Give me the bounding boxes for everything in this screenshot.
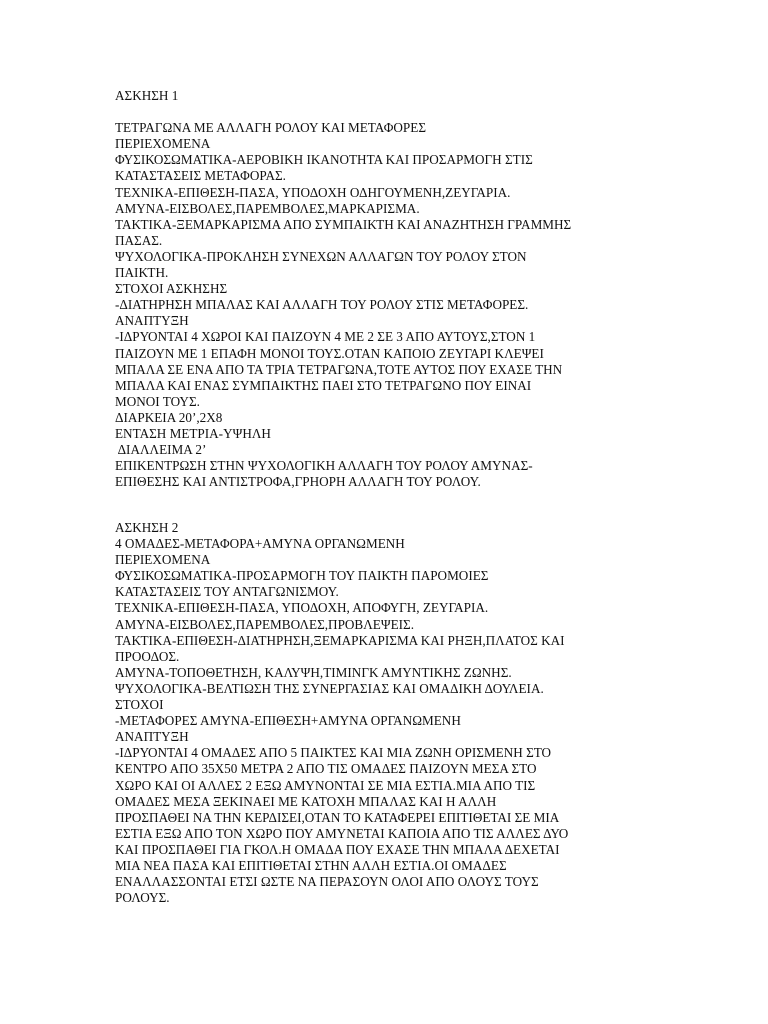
text-line: ΑΜΥΝΑ-ΤΟΠΟΘΕΤΗΣΗ, ΚΑΛΥΨΗ,ΤΙΜΙΝΓΚ ΑΜΥΝΤΙΚΗΣ ΖΩΝΗΣ.: [115, 664, 512, 680]
text-line: ΔΙΑΡΚΕΙΑ 20’,2Χ8: [115, 409, 223, 425]
text-line: ΨΥΧΟΛΟΓΙΚΑ-ΒΕΛΤΙΩΣΗ ΤΗΣ ΣΥΝΕΡΓΑΣΙΑΣ ΚΑΙ ΟΜΑΔΙΚΗ ΔΟΥΛΕΙΑ.: [115, 680, 544, 696]
text-line: ΤΕΤΡΑΓΩΝΑ ΜΕ ΑΛΛΑΓΗ ΡΟΛΟΥ ΚΑΙ ΜΕΤΑΦΟΡΕΣ: [115, 120, 427, 136]
text-line: ΜΙΑ ΝΕΑ ΠΑΣΑ ΚΑΙ ΕΠΙΤΙΘΕΤΑΙ ΣΤΗΝ ΑΛΛΗ ΕΣΤΙΑ.ΟΙ ΟΜΑΔΕΣ: [115, 857, 507, 873]
text-line: ΑΝΑΠΤΥΞΗ: [115, 729, 189, 745]
text-line: ΕΣΤΙΑ ΕΞΩ ΑΠΟ ΤΟΝ ΧΩΡΟ ΠΟΥ ΑΜΥΝΕΤΑΙ ΚΑΠΟΙΑ ΑΠΟ ΤΙΣ ΑΛΛΕΣ ΔΥΟ: [115, 825, 569, 841]
text-line: ΠΑΙΚΤΗ.: [115, 265, 169, 281]
text-line: ΤΑΚΤΙΚΑ-ΕΠΙΘΕΣΗ-ΔΙΑΤΗΡΗΣΗ,ΞΕΜΑΡΚΑΡΙΣΜΑ ΚΑΙ ΡΗΞΗ,ΠΛΑΤΟΣ ΚΑΙ: [115, 632, 565, 648]
text-line: ΨΥΧΟΛΟΓΙΚΑ-ΠΡΟΚΛΗΣΗ ΣΥΝΕΧΩΝ ΑΛΛΑΓΩΝ ΤΟΥ ΡΟΛΟΥ ΣΤΟΝ: [115, 248, 527, 264]
text-line: ΠΡΟΣΠΑΘΕΙ ΝΑ ΤΗΝ ΚΕΡΔΙΣΕΙ,ΟΤΑΝ ΤΟ ΚΑΤΑΦΕΡΕΙ ΕΠΙΤΙΘΕΤΑΙ ΣΕ ΜΙΑ: [115, 809, 560, 825]
text-line: ΣΤΟΧΟΙ ΑΣΚΗΣΗΣ: [115, 281, 228, 297]
text-line: ΤΕΧΝΙΚΑ-ΕΠΙΘΕΣΗ-ΠΑΣΑ, ΥΠΟΔΟΧΗ ΟΔΗΓΟΥΜΕΝΗ,ΖΕΥΓΑΡΙΑ.: [115, 184, 511, 200]
text-line: ΔΙΑΛΛΕΙΜΑ 2’: [115, 442, 207, 458]
exercise-2-section: [115, 520, 655, 906]
text-line: ΠΡΟΟΔΟΣ.: [115, 648, 180, 664]
text-line: 4 ΟΜΑΔΕΣ-ΜΕΤΑΦΟΡΑ+ΑΜΥΝΑ ΟΡΓΑΝΩΜΕΝΗ: [115, 536, 405, 552]
text-line: ΕΝΑΛΛΑΣΣΟΝΤΑΙ ΕΤΣΙ ΩΣΤΕ ΝΑ ΠΕΡΑΣΟΥΝ ΟΛΟΙ ΑΠΟ ΟΛΟΥΣ ΤΟΥΣ: [115, 874, 539, 890]
text-line: ΕΠΙΚΕΝΤΡΩΣΗ ΣΤΗΝ ΨΥΧΟΛΟΓΙΚΗ ΑΛΛΑΓΗ ΤΟΥ ΡΟΛΟΥ ΑΜΥΝΑΣ-: [115, 458, 533, 474]
text-line: -ΜΕΤΑΦΟΡΕΣ ΑΜΥΝΑ-ΕΠΙΘΕΣΗ+ΑΜΥΝΑ ΟΡΓΑΝΩΜΕΝΗ: [115, 713, 461, 729]
text-line: ΜΟΝΟΙ ΤΟΥΣ.: [115, 393, 200, 409]
text-line: ΜΠΑΛΑ ΣΕ ΕΝΑ ΑΠΟ ΤΑ ΤΡΙΑ ΤΕΤΡΑΓΩΝΑ,ΤΟΤΕ ΑΥΤΟΣ ΠΟΥ ΕΧΑΣΕ ΤΗΝ: [115, 361, 563, 377]
text-line: ΠΑΣΑΣ.: [115, 232, 163, 248]
text-line: -ΔΙΑΤΗΡΗΣΗ ΜΠΑΛΑΣ ΚΑΙ ΑΛΛΑΓΗ ΤΟΥ ΡΟΛΟΥ ΣΤΙΣ ΜΕΤΑΦΟΡΕΣ.: [115, 297, 529, 313]
exercise-1-section: [115, 88, 655, 490]
text-line: ΚΑΤΑΣΤΑΣΕΙΣ ΜΕΤΑΦΟΡΑΣ.: [115, 168, 286, 184]
text-line: ΦΥΣΙΚΟΣΩΜΑΤΙΚΑ-ΠΡΟΣΑΡΜΟΓΗ ΤΟΥ ΠΑΙΚΤΗ ΠΑΡΟΜΟΙΕΣ: [115, 568, 489, 584]
text-line: ΠΕΡΙΕΧΟΜΕΝΑ: [115, 136, 211, 152]
text-line: ΚΑΙ ΠΡΟΣΠΑΘΕΙ ΓΙΑ ΓΚΟΛ.Η ΟΜΑΔΑ ΠΟΥ ΕΧΑΣΕ ΤΗΝ ΜΠΑΛΑ ΔΕΧΕΤΑΙ: [115, 841, 560, 857]
text-line: ΑΝΑΠΤΥΞΗ: [115, 313, 189, 329]
text-line: ΜΠΑΛΑ ΚΑΙ ΕΝΑΣ ΣΥΜΠΑΙΚΤΗΣ ΠΑΕΙ ΣΤΟ ΤΕΤΡΑΓΩΝΟ ΠΟΥ ΕΙΝΑΙ: [115, 377, 532, 393]
exercise-1-title: ΑΣΚΗΣΗ 1: [115, 88, 179, 103]
text-line: ΟΜΑΔΕΣ ΜΕΣΑ ΞΕΚΙΝΑΕΙ ΜΕ ΚΑΤΟΧΗ ΜΠΑΛΑΣ ΚΑΙ Η ΑΛΛΗ: [115, 793, 497, 809]
text-line: -ΙΔΡΥΟΝΤΑΙ 4 ΧΩΡΟΙ ΚΑΙ ΠΑΙΖΟΥΝ 4 ΜΕ 2 ΣΕ 3 ΑΠΟ ΑΥΤΟΥΣ,ΣΤΟΝ 1: [115, 329, 536, 345]
text-line: ΠΕΡΙΕΧΟΜΕΝΑ: [115, 552, 211, 568]
text-line: ΕΠΙΘΕΣΗΣ ΚΑΙ ΑΝΤΙΣΤΡΟΦΑ,ΓΡΗΟΡΗ ΑΛΛΑΓΗ ΤΟΥ ΡΟΛΟΥ.: [115, 474, 481, 490]
text-line: ΑΜΥΝΑ-ΕΙΣΒΟΛΕΣ,ΠΑΡΕΜΒΟΛΕΣ,ΜΑΡΚΑΡΙΣΜΑ.: [115, 200, 420, 216]
exercise-2-title: ΑΣΚΗΣΗ 2: [115, 520, 179, 535]
text-line: ΣΤΟΧΟΙ: [115, 697, 164, 713]
text-line: ΦΥΣΙΚΟΣΩΜΑΤΙΚΑ-ΑΕΡΟΒΙΚΗ ΙΚΑΝΟΤΗΤΑ ΚΑΙ ΠΡΟΣΑΡΜΟΓΗ ΣΤΙΣ: [115, 152, 533, 168]
text-line: ΚΕΝΤΡΟ ΑΠΟ 35Χ50 ΜΕΤΡΑ 2 ΑΠΟ ΤΙΣ ΟΜΑΔΕΣ ΠΑΙΖΟΥΝ ΜΕΣΑ ΣΤΟ: [115, 761, 537, 777]
text-line: -ΙΔΡΥΟΝΤΑΙ 4 ΟΜΑΔΕΣ ΑΠΟ 5 ΠΑΙΚΤΕΣ ΚΑΙ ΜΙΑ ΖΩΝΗ ΟΡΙΣΜΕΝΗ ΣΤΟ: [115, 745, 552, 761]
text-line: ΤΑΚΤΙΚΑ-ΞΕΜΑΡΚΑΡΙΣΜΑ ΑΠΟ ΣΥΜΠΑΙΚΤΗ ΚΑΙ ΑΝΑΖΗΤΗΣΗ ΓΡΑΜΜΗΣ: [115, 216, 572, 232]
text-line: ΑΜΥΝΑ-ΕΙΣΒΟΛΕΣ,ΠΑΡΕΜΒΟΛΕΣ,ΠΡΟΒΛΕΨΕΙΣ.: [115, 616, 414, 632]
text-line: ΠΑΙΖΟΥΝ ΜΕ 1 ΕΠΑΦΗ ΜΟΝΟΙ ΤΟΥΣ.ΟΤΑΝ ΚΑΠΟΙΟ ΖΕΥΓΑΡΙ ΚΛΕΨΕΙ: [115, 345, 544, 361]
text-line: ΧΩΡΟ ΚΑΙ ΟΙ ΑΛΛΕΣ 2 ΕΞΩ ΑΜΥΝΟΝΤΑΙ ΣΕ ΜΙΑ ΕΣΤΙΑ.ΜΙΑ ΑΠΟ ΤΙΣ: [115, 777, 536, 793]
text-line: ΕΝΤΑΣΗ ΜΕΤΡΙΑ-ΥΨΗΛΗ: [115, 425, 271, 441]
text-line: ΚΑΤΑΣΤΑΣΕΙΣ ΤΟΥ ΑΝΤΑΓΩΝΙΣΜΟΥ.: [115, 584, 339, 600]
text-line: ΡΟΛΟΥΣ.: [115, 890, 170, 906]
text-line: ΤΕΧΝΙΚΑ-ΕΠΙΘΕΣΗ-ΠΑΣΑ, ΥΠΟΔΟΧΗ, ΑΠΟΦΥΓΗ, ΖΕΥΓΑΡΙΑ.: [115, 600, 489, 616]
spacer: [115, 104, 655, 120]
